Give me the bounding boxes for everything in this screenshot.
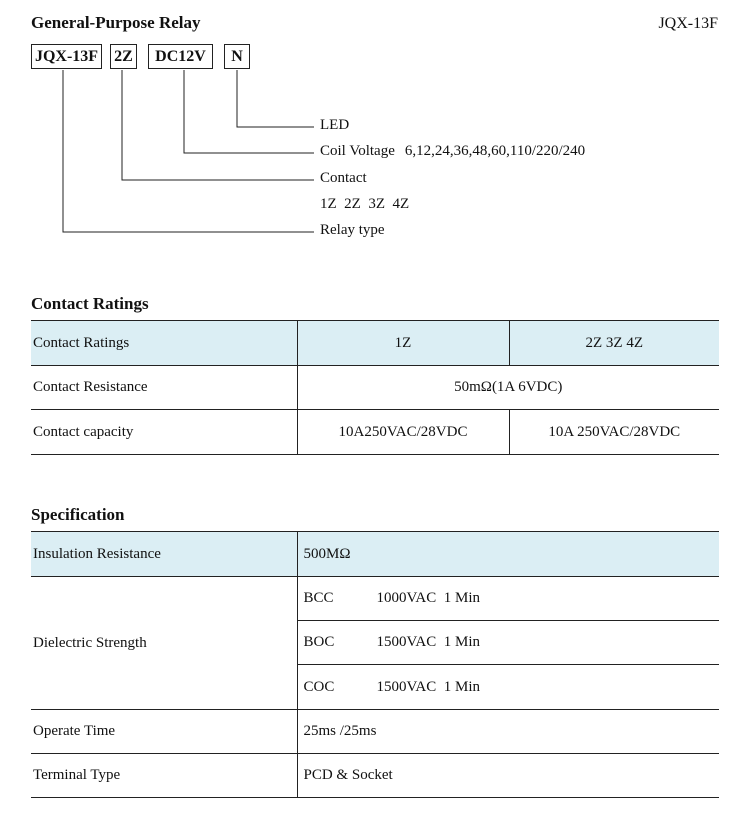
- code-coil-voltage: DC12V: [148, 44, 213, 69]
- dielectric-coc-key: COC: [303, 678, 335, 695]
- leader-relay-type: [63, 70, 314, 232]
- legend-coil-voltage-values: 6,12,24,36,48,60,110/220/240: [404, 143, 586, 159]
- operate-time-label: Operate Time: [31, 710, 297, 754]
- table-row: [31, 710, 719, 754]
- contact-ratings-title: Contact Ratings: [31, 294, 149, 313]
- dielectric-coc: [297, 665, 719, 710]
- header-2z-3z-4z: 2Z 3Z 4Z: [509, 321, 719, 366]
- header-1z: 1Z: [297, 321, 509, 366]
- legend-coil-voltage-label: Coil Voltage: [320, 143, 395, 159]
- table-row: [31, 321, 719, 366]
- contact-capacity-1z: 10A250VAC/28VDC: [297, 410, 509, 455]
- contact-capacity-label: Contact capacity: [31, 410, 297, 455]
- table-row: [31, 754, 719, 798]
- legend-contact-options: 1Z 2Z 3Z 4Z: [320, 196, 410, 212]
- dielectric-boc: [297, 621, 719, 665]
- legend-led: LED: [320, 117, 350, 133]
- terminal-type-label: Terminal Type: [31, 754, 297, 798]
- dielectric-boc-key: BOC: [303, 634, 335, 650]
- table-row: [31, 410, 719, 455]
- code-led: N: [224, 44, 250, 69]
- dielectric-boc-value: 1500VAC 1 Min: [376, 634, 480, 650]
- contact-resistance-label: Contact Resistance: [31, 366, 297, 410]
- operate-time-value: 25ms /25ms: [297, 710, 719, 754]
- insulation-resistance-label: Insulation Resistance: [31, 532, 297, 577]
- leader-led: [237, 70, 314, 127]
- model-number: JQX-13F: [658, 15, 718, 32]
- table-row: [31, 577, 719, 621]
- page-title: General-Purpose Relay: [31, 13, 201, 32]
- leader-contact: [122, 70, 314, 180]
- contact-capacity-2z-3z-4z: 10A 250VAC/28VDC: [509, 410, 719, 455]
- contact-ratings-header-label: Contact Ratings: [31, 321, 297, 366]
- legend-coil-voltage: [320, 143, 585, 160]
- contact-ratings-table: [31, 320, 719, 455]
- dielectric-bcc-key: BCC: [303, 590, 334, 606]
- legend-relay-type: Relay type: [320, 222, 385, 238]
- contact-resistance-value: 50mΩ(1A 6VDC): [297, 366, 719, 410]
- dielectric-bcc-value: 1000VAC 1 Min: [376, 590, 480, 606]
- dielectric-bcc: [297, 577, 719, 621]
- leader-coil-voltage: [184, 70, 314, 153]
- insulation-resistance-value: 500MΩ: [297, 532, 719, 577]
- terminal-type-value: PCD & Socket: [297, 754, 719, 798]
- code-leader-lines: [0, 0, 736, 260]
- dielectric-strength-label: Dielectric Strength: [31, 577, 297, 710]
- table-row: [31, 532, 719, 577]
- specification-table: [31, 531, 719, 798]
- specification-title: Specification: [31, 505, 125, 524]
- code-contact: 2Z: [110, 44, 137, 69]
- code-relay-type: JQX-13F: [31, 44, 102, 69]
- legend-contact: Contact: [320, 170, 367, 186]
- table-row: [31, 366, 719, 410]
- dielectric-coc-value: 1500VAC 1 Min: [376, 678, 480, 695]
